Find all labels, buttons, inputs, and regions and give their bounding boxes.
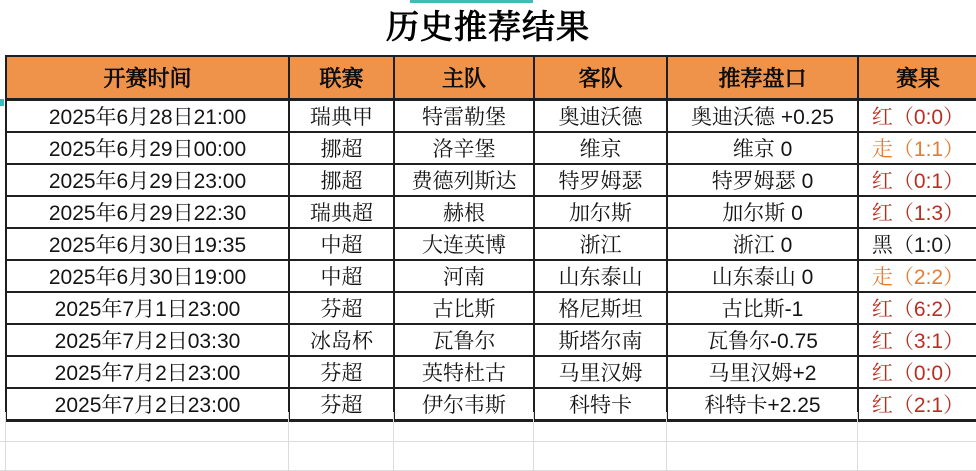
cell-handicap[interactable]: 奥迪沃德 +0.25: [667, 100, 858, 133]
cell-away-team[interactable]: 浙江: [534, 228, 667, 260]
cell-league[interactable]: 芬超: [289, 388, 394, 421]
cell-result[interactable]: 红（6:2）: [858, 292, 976, 324]
cell-result[interactable]: 红（1:3）: [858, 196, 976, 228]
header-row: [6, 56, 976, 100]
page-title: 历史推荐结果: [386, 8, 590, 45]
cell-away-team[interactable]: 山东泰山: [534, 260, 667, 292]
cell-handicap[interactable]: 山东泰山 0: [667, 260, 858, 292]
cell-result[interactable]: 红（3:1）: [858, 324, 976, 356]
header-cell-away-team[interactable]: 客队: [534, 56, 667, 100]
cell-result[interactable]: 红（0:1）: [858, 164, 976, 196]
cell-away-team[interactable]: 特罗姆瑟: [534, 164, 667, 196]
cell-away-team[interactable]: 斯塔尔南: [534, 324, 667, 356]
table-row: [6, 228, 976, 260]
table-body: [6, 100, 976, 421]
cell-result[interactable]: 黑（1:0）: [858, 228, 976, 260]
cell-away-team[interactable]: 加尔斯: [534, 196, 667, 228]
cell-handicap[interactable]: 加尔斯 0: [667, 196, 858, 228]
cell-home-team[interactable]: 瓦鲁尔: [394, 324, 534, 356]
cell-kickoff-time[interactable]: 2025年7月2日23:00: [6, 356, 289, 388]
cell-result[interactable]: 走（1:1）: [858, 132, 976, 164]
table-row: [6, 260, 976, 292]
cell-home-team[interactable]: 古比斯: [394, 292, 534, 324]
cell-league[interactable]: 挪超: [289, 164, 394, 196]
selection-marker-left: [0, 99, 4, 106]
cell-league[interactable]: 芬超: [289, 292, 394, 324]
cell-kickoff-time[interactable]: 2025年6月28日21:00: [6, 100, 289, 133]
cell-home-team[interactable]: 英特杜古: [394, 356, 534, 388]
cell-league[interactable]: 芬超: [289, 356, 394, 388]
table-row: [6, 356, 976, 388]
cell-league[interactable]: 中超: [289, 260, 394, 292]
cell-away-team[interactable]: 维京: [534, 132, 667, 164]
cell-kickoff-time[interactable]: 2025年7月2日03:30: [6, 324, 289, 356]
header-cell-home-team[interactable]: 主队: [394, 56, 534, 100]
cell-handicap[interactable]: 维京 0: [667, 132, 858, 164]
table-row: [6, 100, 976, 133]
header-cell-handicap[interactable]: 推荐盘口: [667, 56, 858, 100]
header-cell-result[interactable]: 赛果: [858, 56, 976, 100]
header-cell-kickoff-time[interactable]: 开赛时间: [6, 56, 289, 100]
cell-away-team[interactable]: 马里汉姆: [534, 356, 667, 388]
table-row: [6, 292, 976, 324]
cell-result[interactable]: 红（0:0）: [858, 100, 976, 133]
cell-away-team[interactable]: 奥迪沃德: [534, 100, 667, 133]
cell-home-team[interactable]: 河南: [394, 260, 534, 292]
cell-league[interactable]: 挪超: [289, 132, 394, 164]
cell-result[interactable]: 红（2:1）: [858, 388, 976, 421]
cell-handicap[interactable]: 特罗姆瑟 0: [667, 164, 858, 196]
results-table: [5, 55, 976, 422]
cell-home-team[interactable]: 特雷勒堡: [394, 100, 534, 133]
cell-kickoff-time[interactable]: 2025年6月30日19:00: [6, 260, 289, 292]
cell-kickoff-time[interactable]: 2025年6月30日19:35: [6, 228, 289, 260]
cell-kickoff-time[interactable]: 2025年6月29日22:30: [6, 196, 289, 228]
cell-kickoff-time[interactable]: 2025年6月29日23:00: [6, 164, 289, 196]
cell-result[interactable]: 走（2:2）: [858, 260, 976, 292]
table-row: [6, 132, 976, 164]
table-row: [6, 324, 976, 356]
header-cell-league[interactable]: 联赛: [289, 56, 394, 100]
cell-handicap[interactable]: 浙江 0: [667, 228, 858, 260]
cell-handicap[interactable]: 古比斯-1: [667, 292, 858, 324]
cell-handicap[interactable]: 科特卡+2.25: [667, 388, 858, 421]
table-row: [6, 164, 976, 196]
cell-handicap[interactable]: 瓦鲁尔-0.75: [667, 324, 858, 356]
cell-league[interactable]: 中超: [289, 228, 394, 260]
table-row: [6, 196, 976, 228]
cell-result[interactable]: 红（0:0）: [858, 356, 976, 388]
cell-away-team[interactable]: 格尼斯坦: [534, 292, 667, 324]
cell-home-team[interactable]: 费德列斯达: [394, 164, 534, 196]
cell-league[interactable]: 瑞典超: [289, 196, 394, 228]
cell-league[interactable]: 瑞典甲: [289, 100, 394, 133]
cell-home-team[interactable]: 洛辛堡: [394, 132, 534, 164]
empty-grid-rows: [0, 412, 976, 471]
cell-away-team[interactable]: 科特卡: [534, 388, 667, 421]
cell-handicap[interactable]: 马里汉姆+2: [667, 356, 858, 388]
cell-home-team[interactable]: 伊尔韦斯: [394, 388, 534, 421]
cell-home-team[interactable]: 赫根: [394, 196, 534, 228]
cell-kickoff-time[interactable]: 2025年6月29日00:00: [6, 132, 289, 164]
cell-league[interactable]: 冰岛杯: [289, 324, 394, 356]
cell-kickoff-time[interactable]: 2025年7月1日23:00: [6, 292, 289, 324]
cell-home-team[interactable]: 大连英博: [394, 228, 534, 260]
cell-kickoff-time[interactable]: 2025年7月2日23:00: [6, 388, 289, 421]
